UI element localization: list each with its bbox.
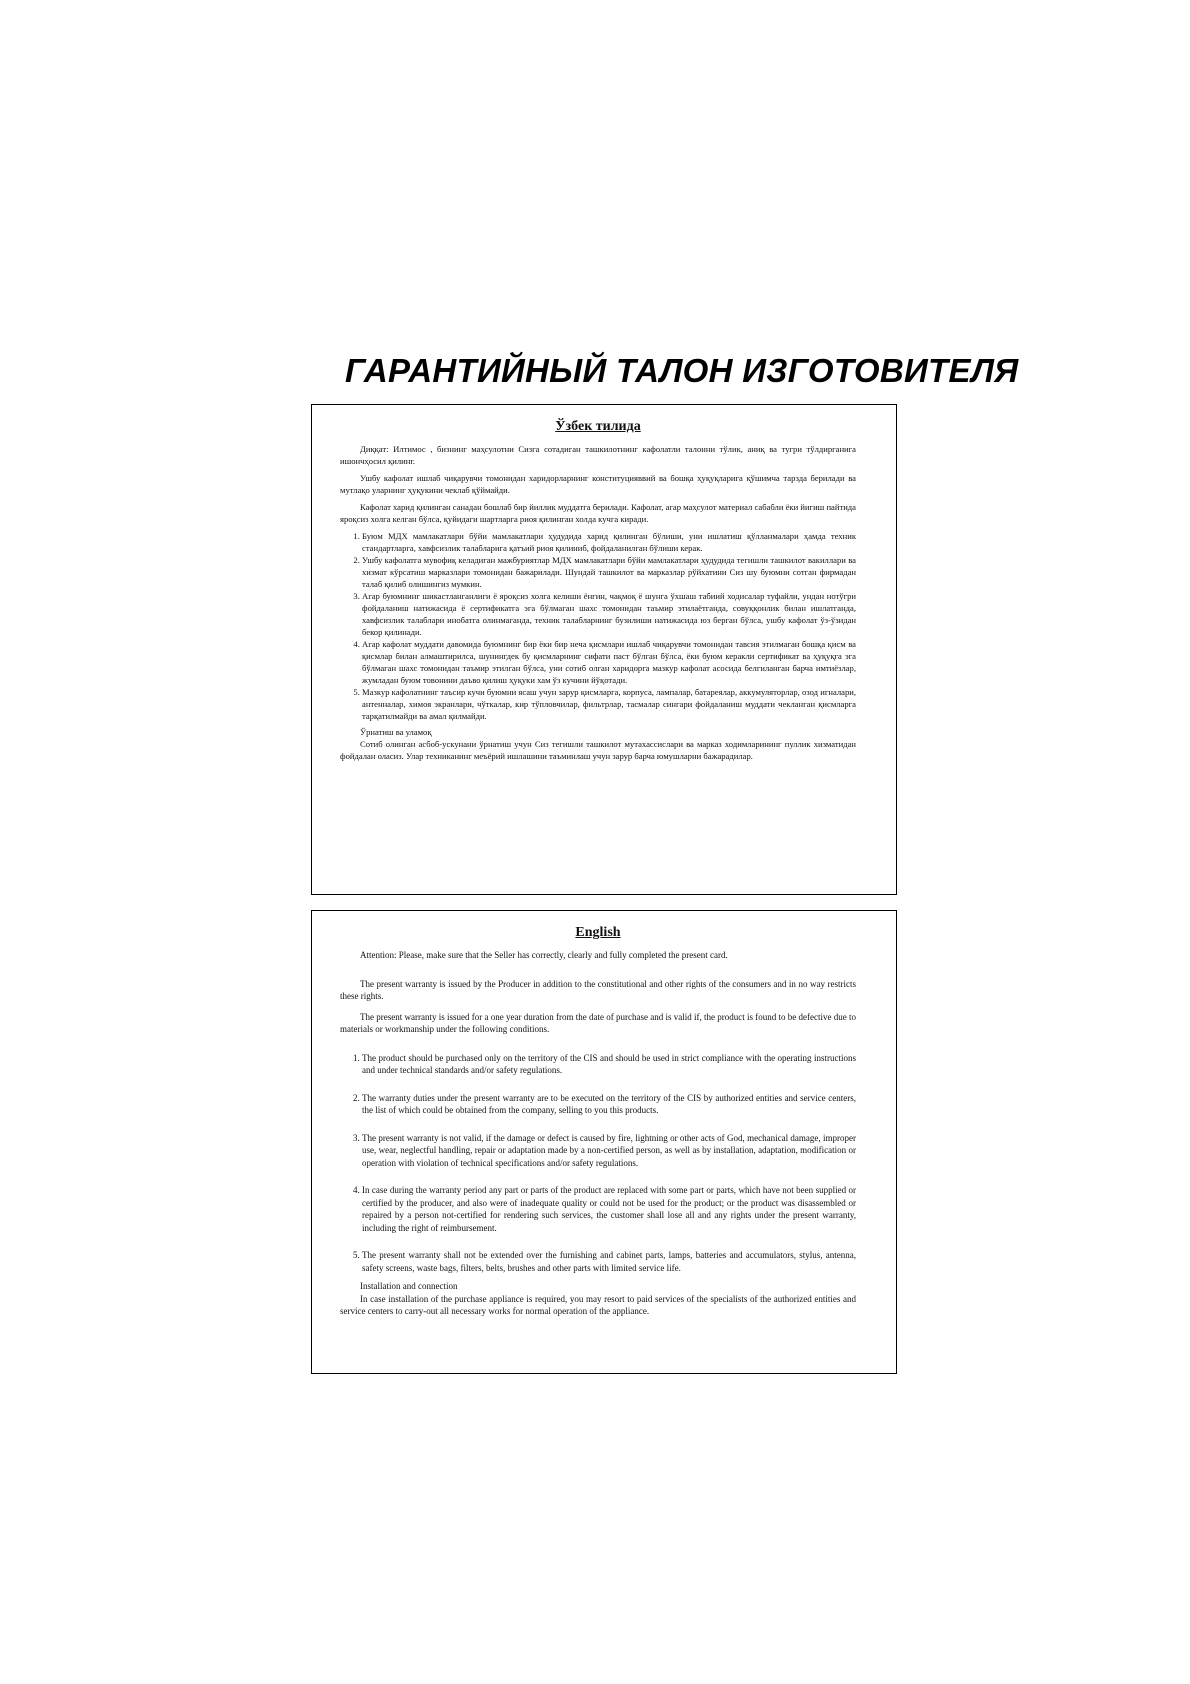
title-clip	[345, 348, 1019, 394]
english-paragraph: The present warranty is issued by the Producer in addition to the constitutional and other rights of the consumers and in no way restricts these rights.	[340, 978, 856, 1001]
english-attention: Attention: Please, make sure that the Seller has correctly, clearly and fully completed the present card.	[360, 950, 728, 960]
list-item: 2. The warranty duties under the present warranty are to be executed on the territory of the CIS by authorized entities and service centers, the list of which could be obtained from the company, selling to you this products.	[362, 1092, 856, 1117]
english-heading: English	[575, 925, 621, 940]
uzbek-heading: Ўзбек тилида	[555, 419, 641, 434]
uzbek-conditions-list	[340, 530, 856, 722]
uzbek-installation-text: Сотиб олинган асбоб-ускунани ўрнатиш учун Сиз тегишли ташкилот мутахассислари ва марказ ходимларининг пуллик хизматидан фойдалан оласиз. Улар техниканинг меъёрий ишлашини таъминлаш учун зарур барча юмушларни бажарадилар.	[340, 739, 856, 761]
list-item: 5. Мазкур кафолатнинг таъсир кучи буюмни ясаш учун зарур қисмларга, корпуса, лампалар, батареялар, аккумуляторлар, озод игналари, антенналар, химоя экранлари, чўткалар, кир тўпловчилар, фильтрлар, тасмалар сингари фойдаланиш муддати чекланган қисмларга тарқатилмайди ва амал қилмайди.	[362, 686, 856, 722]
english-installation-text: In case installation of the purchase appliance is required, you may resort to paid services of the specialists of the authorized entities and service centers to carry-out all necessary works for normal operation of the appliance.	[340, 1293, 856, 1316]
list-item: 5. The present warranty shall not be extended over the furnishing and cabinet parts, lamps, batteries and accumulators, stylus, antenna, safety screens, waste bags, filters, belts, brushes and other parts with limited service life.	[362, 1249, 856, 1274]
uzbek-attention: Диққат: Илтимос , бизнинг маҳсулотни Сизга сотадиган ташкилотнинг кафолатли талонни тўлик, аниқ ва тугри тўлдирганига ишончҳосил қилинг.	[340, 444, 856, 466]
uzbek-installation-heading: Ўрнатиш ва уламоқ	[360, 727, 432, 737]
english-section	[311, 910, 897, 1374]
english-installation-heading: Installation and connection	[360, 1281, 458, 1291]
uzbek-section	[311, 404, 897, 895]
list-item: 3. The present warranty is not valid, if the damage or defect is caused by fire, lightning or other acts of God, mechanical damage, improper use, wear, neglectful handling, repair or adaptation made by a non-certified person, as well as by installation, adaptation, modification or operation with violation of technical specifications and/or safety regulations.	[362, 1132, 856, 1170]
english-paragraph: The present warranty is issued for a one year duration from the date of purchase and is valid if, the product is found to be defective due to materials or workmanship under the following conditions.	[340, 1011, 856, 1034]
uzbek-paragraph: Ушбу кафолат ишлаб чиқарувчи томонидан харидорларнинг конституцияввий ва бошқа ҳуқуқларига қўшимча тарзда берилади ва мутлақо уларнинг ҳуқукини чеклаб қўймайди.	[340, 473, 856, 495]
page-title: ГАРАНТИЙНЫЙ ТАЛОН ИЗГОТОВИТЕЛЯ	[345, 352, 1019, 389]
list-item: 1. The product should be purchased only on the territory of the CIS and should be used in strict compliance with the operating instructions and under technical standards and/or safety regulations.	[362, 1052, 856, 1077]
english-conditions-list	[340, 1052, 856, 1275]
list-item: 4. Агар кафолат муддати давомида буюмнинг бир ёки бир неча қисмлари ишлаб чиқарувчи томонидан тавсия этилмаган бошқа қисм ва қисмлар билан алмаштирилса, шунингдек бу қисмларнинг сифати паст бўлган бўлса, ёки буюм керакли сертификат ва ҳуқуқга эга бўлмаган шахс томонидан таъмир этилган бўлса, уни сотиб олган харидорга мазкур кафолат асосида белгиланган барча имтиёзлар, жумладан буюм товонини даъво қилиш ҳуқуки хам ўз кучини йўқотади.	[362, 638, 856, 686]
list-item: 4. In case during the warranty period any part or parts of the product are replaced with some part or parts, which have not been supplied or certified by the producer, and also were of inadequate quality or could not be used for the product; or the product was disassembled or repaired by a person not-certified for rendering such services, the customer shall lose all and any rights under the present warranty, including the right of reimbursement.	[362, 1184, 856, 1234]
list-item: 2. Ушбу кафолатга мувофиқ келадиган мажбуриятлар МДХ мамлакатлари бўйи мамлакатлари ҳудудида тегишли ташкилот вакиллари ва хизмат кўрсатиш марказлари томонидан бажарилади. Шундай ташкилот ва марказлар рўйхатини Сиз шу буюмни сотган фирмадан талаб қилиб олишингиз мумкин.	[362, 554, 856, 590]
list-item: 3. Агар буюмнинг шикастланганлиги ё яроқсиз холга келиши ёнгин, чақмоқ ё шунга ўхшаш табиий ходисалар туфайли, ундан нотўгри фойдаланиш натижасида ё сертификатга эга бўлмаган шахс томонидан таъмир этилаётганда, совуққонлик билан ишлатганда, хавфсизлик талаблари инобатга олинмаганда, техник талабларнинг бузилиши натижасида юз берган бўлса, ушбу кафолат ўз-ўзидан бекор қилинади.	[362, 590, 856, 638]
uzbek-paragraph: Кафолат харид қилинган санадан бошлаб бир йиллик муддатга берилади. Кафолат, агар маҳсулот материал сабабли ёки йигиш пайтида яроқсиз холга келган бўлса, қуйидаги шартларга риоя қилинган холда кучга киради.	[340, 502, 856, 524]
list-item: 1. Буюм МДХ мамлакатлари бўйи мамлакатлари ҳудудида харид қилинган бўлиши, уни ишлатиш қўлланмалари ҳамда техник стандартларга, хавфсизлик талабларига қатъий риоя қилиниб, фойдаланилган бўлиши керак.	[362, 530, 856, 554]
